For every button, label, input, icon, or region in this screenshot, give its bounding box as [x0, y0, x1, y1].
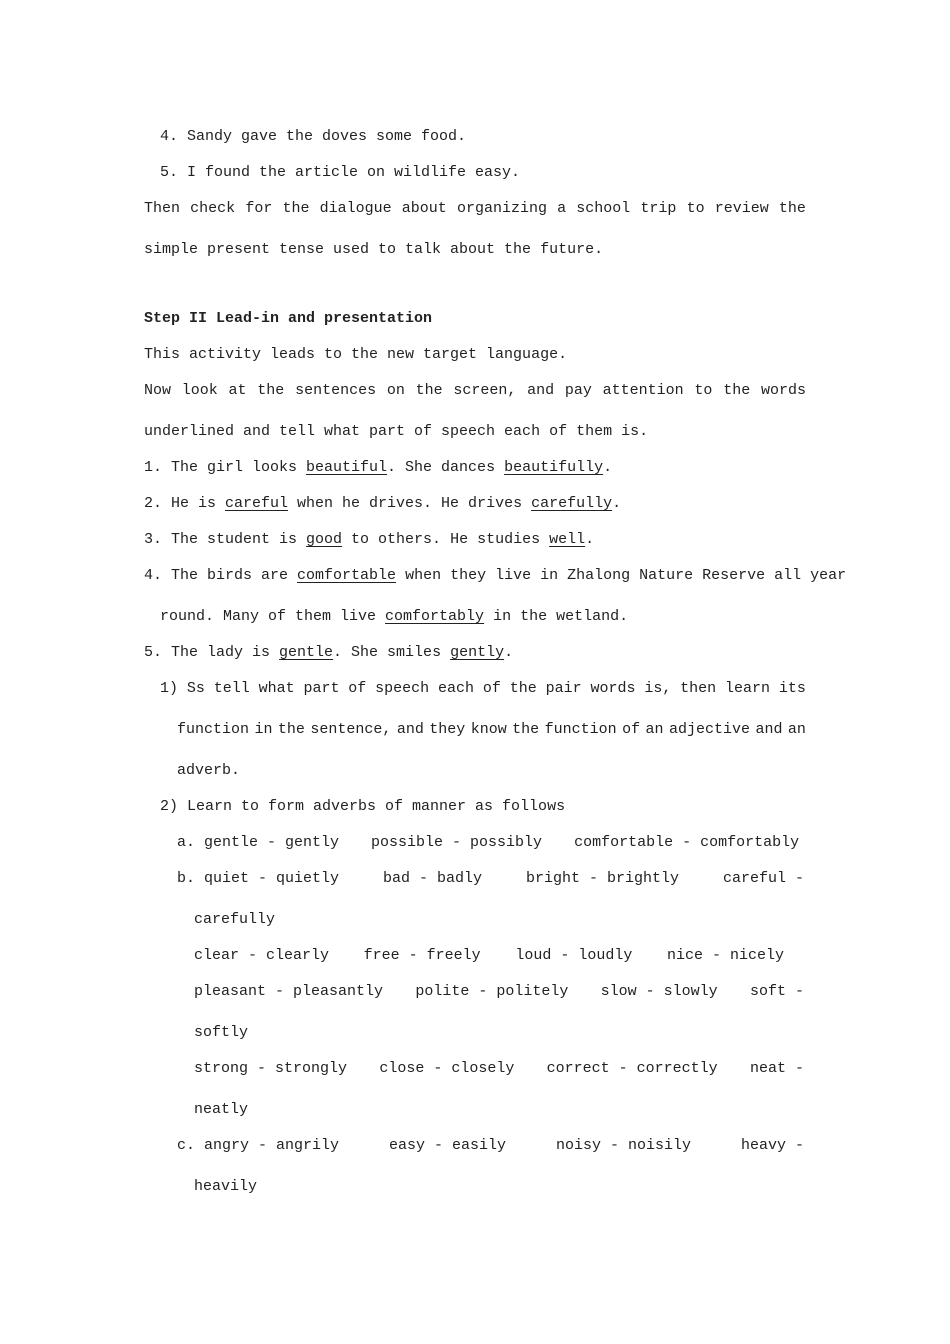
word: about: [401, 200, 447, 217]
review-then-line-1: [144, 200, 806, 218]
adverb-group-c-cont: heavily: [194, 1178, 258, 1195]
word: and: [755, 721, 783, 738]
word: to: [686, 200, 705, 217]
word-pair: soft -: [749, 983, 804, 1000]
word-pair: comfortable - comfortably: [574, 834, 800, 851]
word: pay: [564, 382, 592, 399]
word: check: [190, 200, 236, 217]
adverb-group-a: [177, 834, 799, 852]
word-pair: a. gentle - gently: [177, 834, 340, 851]
word: for: [245, 200, 273, 217]
underlined-word: gentle: [279, 644, 334, 661]
word: its: [778, 680, 806, 697]
adverb-group-b-row-3: [194, 983, 804, 1001]
word: 1): [160, 680, 179, 697]
review-then-line-2: simple present tense used to talk about the future.: [144, 241, 604, 258]
word: words: [760, 382, 806, 399]
adverb-group-b-row-1: [177, 870, 804, 888]
underlined-word: comfortably: [385, 608, 485, 625]
underlined-word: good: [306, 531, 343, 548]
text: .: [612, 495, 622, 512]
text: to others. He studies: [342, 531, 550, 548]
review-item-5: 5. I found the article on wildlife easy.: [160, 164, 521, 181]
word-pair: easy - easily: [388, 1137, 507, 1154]
word: the: [415, 382, 443, 399]
underlined-word: well: [549, 531, 586, 548]
word-pair: neat -: [749, 1060, 804, 1077]
word: then: [680, 680, 717, 697]
text: 1. The girl looks: [144, 459, 307, 476]
adverb-group-b-row-4: [194, 1060, 804, 1078]
word: pair: [545, 680, 582, 697]
text: . She dances: [387, 459, 505, 476]
word: Now: [144, 382, 172, 399]
word: know: [470, 721, 507, 738]
underlined-word: beautifully: [504, 459, 604, 476]
word: the: [723, 382, 751, 399]
word: the: [282, 200, 310, 217]
word: the: [512, 721, 540, 738]
word: organizing: [456, 200, 547, 217]
adverb-group-c: [177, 1137, 804, 1155]
text: .: [603, 459, 613, 476]
word: in: [254, 721, 273, 738]
word: part: [303, 680, 340, 697]
word: and: [396, 721, 424, 738]
intro-text: This activity leads to the new target language.: [144, 346, 568, 363]
word: Ss: [186, 680, 205, 697]
text: 2. He is: [144, 495, 226, 512]
word: screen,: [453, 382, 517, 399]
word: an: [645, 721, 664, 738]
word-pair: clear - clearly: [194, 947, 330, 964]
point-2-heading: 2) Learn to form adverbs of manner as follows: [160, 798, 566, 815]
word: at: [228, 382, 247, 399]
adverb-group-b-row-4-cont: neatly: [194, 1101, 249, 1118]
word-pair: strong - strongly: [194, 1060, 348, 1077]
word: the: [509, 680, 537, 697]
word: what: [258, 680, 295, 697]
word: to: [694, 382, 713, 399]
word: learn: [725, 680, 771, 697]
section-heading: Step II Lead-in and presentation: [144, 310, 433, 327]
adverb-group-b-row-2: [194, 947, 784, 965]
word-pair: c. angry - angrily: [177, 1137, 340, 1154]
word: of: [482, 680, 501, 697]
word: adjective: [668, 721, 750, 738]
word-pair: polite - politely: [415, 983, 569, 1000]
word: sentences: [295, 382, 377, 399]
text: 3. The student is: [144, 531, 307, 548]
point-1-line-3: adverb.: [177, 762, 241, 779]
word: sentence,: [310, 721, 392, 738]
example-sentence-2: [144, 495, 621, 513]
underlined-word: beautiful: [306, 459, 388, 476]
word: the: [778, 200, 806, 217]
word: of: [622, 721, 641, 738]
text: when they live in Zhalong Nature Reserve all year: [396, 567, 847, 584]
word-pair: b. quiet - quietly: [177, 870, 340, 887]
example-sentence-3: [144, 531, 594, 549]
text: .: [504, 644, 514, 661]
word-pair: slow - slowly: [600, 983, 718, 1000]
text: 4. The birds are: [144, 567, 298, 584]
point-1-line-2: [177, 721, 806, 739]
word: on: [386, 382, 405, 399]
word: is,: [644, 680, 672, 697]
text: when he drives. He drives: [288, 495, 532, 512]
text: round. Many of them live: [160, 608, 386, 625]
adverb-group-b-row-3-cont: softly: [194, 1024, 249, 1041]
example-sentence-4: [144, 567, 846, 585]
word-pair: bright - brightly: [525, 870, 679, 887]
word: speech: [375, 680, 430, 697]
word-pair: close - closely: [379, 1060, 515, 1077]
instruction-line-2: underlined and tell what part of speech each of them is.: [144, 423, 649, 440]
example-sentence-1: [144, 459, 612, 477]
word-pair: possible - possibly: [371, 834, 543, 851]
word: they: [429, 721, 466, 738]
underlined-word: gently: [450, 644, 505, 661]
underlined-word: comfortable: [297, 567, 397, 584]
word: function: [544, 721, 617, 738]
word: review: [714, 200, 769, 217]
word: tell: [213, 680, 250, 697]
word-pair: noisy - noisily: [555, 1137, 691, 1154]
text: in the wetland.: [484, 608, 629, 625]
word: of: [348, 680, 367, 697]
word: each: [438, 680, 475, 697]
word: an: [787, 721, 806, 738]
word: Then: [144, 200, 181, 217]
underlined-word: carefully: [531, 495, 613, 512]
text: . She smiles: [333, 644, 451, 661]
word: the: [257, 382, 285, 399]
word: the: [277, 721, 305, 738]
word-pair: heavy -: [740, 1137, 804, 1154]
word: words: [590, 680, 636, 697]
review-item-4: 4. Sandy gave the doves some food.: [160, 128, 467, 145]
example-sentence-5: [144, 644, 513, 662]
word: attention: [602, 382, 684, 399]
adverb-group-b-row-1-cont: carefully: [194, 911, 276, 928]
instruction-line-1: [144, 382, 806, 400]
word: function: [177, 721, 250, 738]
word: trip: [640, 200, 677, 217]
word-pair: correct - correctly: [546, 1060, 718, 1077]
text: 5. The lady is: [144, 644, 280, 661]
underlined-word: careful: [225, 495, 289, 512]
word-pair: loud - loudly: [515, 947, 633, 964]
example-sentence-4-cont: [160, 608, 628, 626]
text: .: [585, 531, 595, 548]
word: school: [576, 200, 631, 217]
word-pair: free - freely: [363, 947, 481, 964]
word-pair: careful -: [722, 870, 804, 887]
point-1-line-1: [160, 680, 806, 698]
word-pair: nice - nicely: [666, 947, 784, 964]
word: look: [181, 382, 218, 399]
word: and: [527, 382, 555, 399]
word-pair: pleasant - pleasantly: [194, 983, 384, 1000]
word-pair: bad - badly: [382, 870, 483, 887]
word: a: [557, 200, 567, 217]
word: dialogue: [319, 200, 392, 217]
